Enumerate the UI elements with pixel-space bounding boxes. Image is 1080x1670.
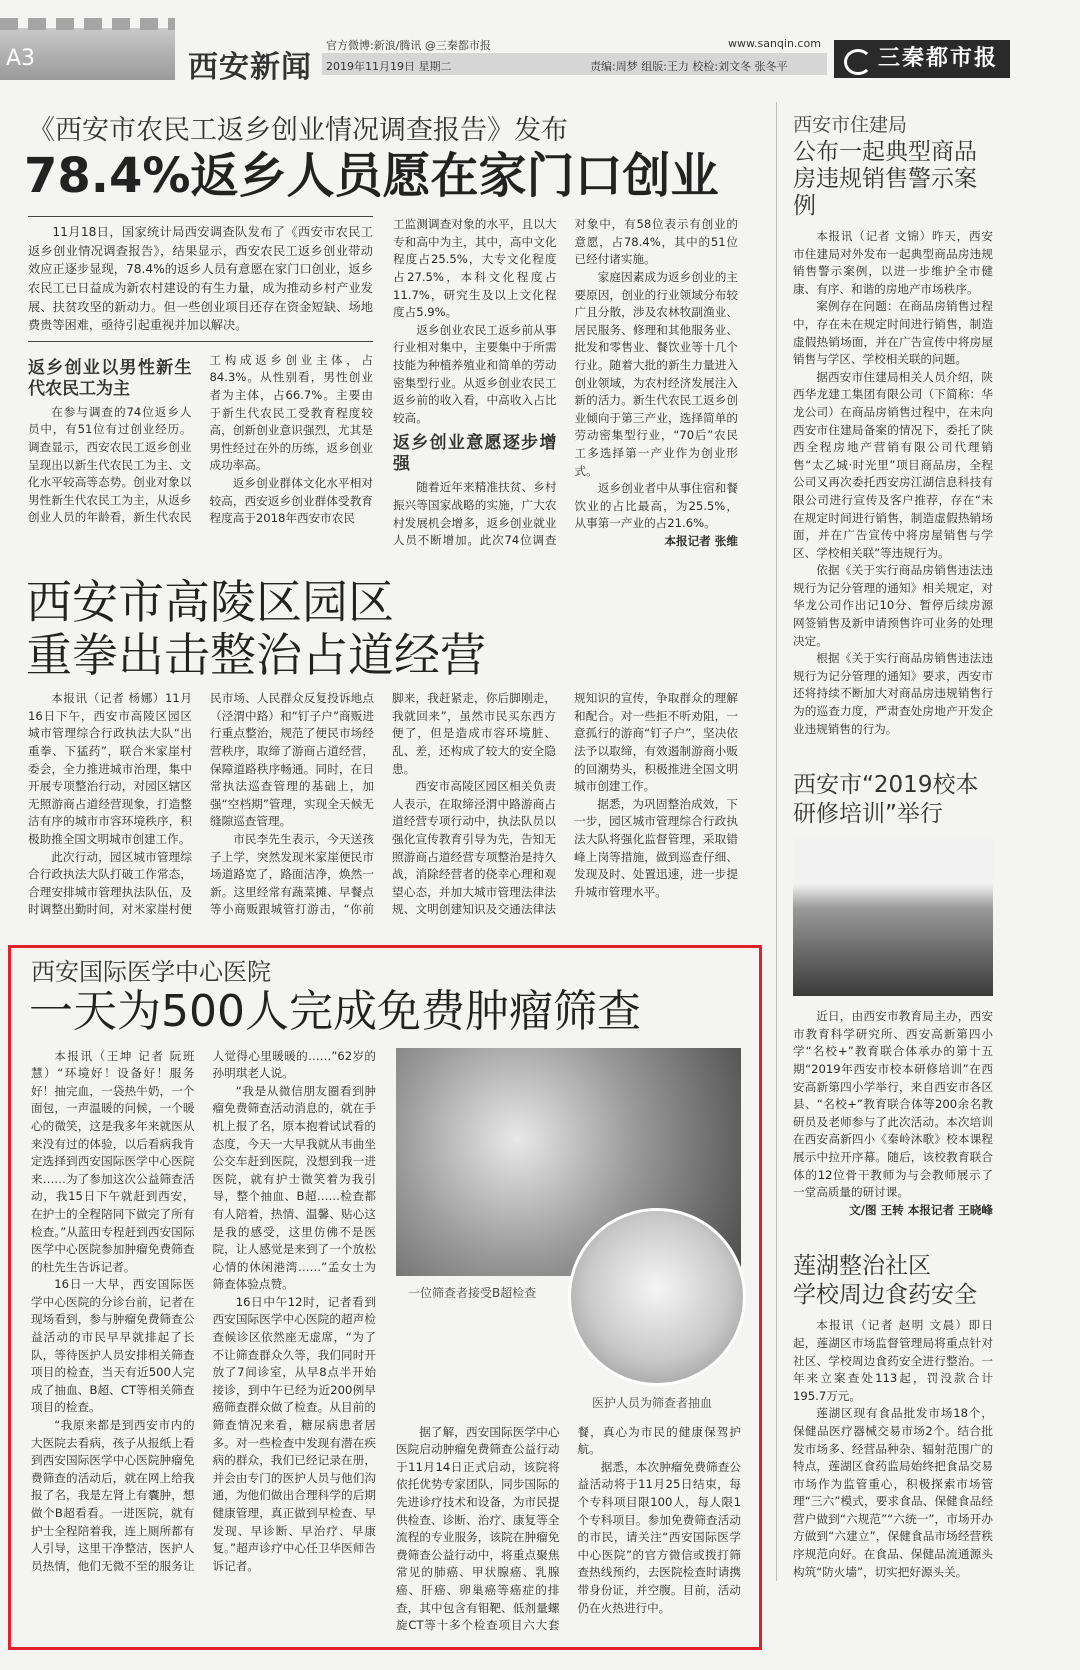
article3-kicker: 西安国际医学中心医院: [31, 957, 271, 986]
paragraph: 根据《关于实行商品房销售违法违规行为记分管理的通知》要求，西安市还将持续不断加大对商品房违规销售行为的巡查力度，严肃查处房地产开发企业违规销售的行为。: [793, 651, 993, 736]
article1-headline: 78.4%返乡人员愿在家门口创业: [24, 148, 719, 204]
article2-headline-line1: 西安市高陵区园区: [26, 575, 394, 630]
sidebar: [776, 102, 993, 1581]
paragraph: 家庭因素成为返乡创业的主要原因，创业的行业领域分布较广且分散，涉及农林牧副渔业、居民服务、修理和其他服务业、批发和零售业、餐饮业等十几个行业。随着大批的新生力量进入创业领域，为农村经济发展注入新的活力。新生代农民工返乡创业倾向于第三产业，选择简单的劳动密集型行业，“70后”农民工多选择第一产业作为创业形式。: [574, 269, 738, 478]
paragraph: 西安市高陵区园区相关负责人表示，在取缔泾渭中路游商占道经营专项行动中，执法队员以强化宣传教育引导为先，告知无照游商占道经营专项整治是持久战，消除经营者的侥幸心理和观望心态，并加大城市管理法律法规、文明创建知识及交通法律法规知识的宣传，争取群众的理解和配合。对一些拒不听劝阻，一意孤行的游商“钉子户”，坚决依法予以取缔，有效遏制游商小贩的回潮势头，积极推进全国文明城市创建工作。: [392, 691, 738, 917]
paragraph: “我是从微信朋友圈看到肿瘤免费筛查活动消息的，就在手机上报了名，原本抱着试试看的态度，今天一大早我就从韦曲坐公交车赶到医院，没想到我一进医院，就有护士微笑着为我引导，整个抽血、B超……检查都有人陪着，热情、温馨、贴心这是我的感受，这里仿佛不是医院，让人感觉是来到了一个放松心情的休闲港湾……”孟女士为筛查体验点赞。: [212, 1083, 376, 1292]
main-column: [8, 102, 772, 1650]
page-body: [0, 96, 1080, 1670]
paragraph: 莲湖区现有食品批发市场18个，保健品医疗器械交易市场2个。结合批发市场多、经营品种杂、辐射范围广的特点，莲湖区食药监局始终把食品交易市场作为监管重心，积极探索市场管理“三六”模式，要求食品、保健食品经营户做到“六规范”“六统一”，市场开办方做到“六建立”，保健食品市场经营秩序规范向好。在食品、保健品流通源头构筑“防火墙”，切实把好源头关。: [793, 1406, 993, 1579]
sidebar-story1-kicker: 西安市住建局: [793, 114, 908, 136]
paragraph: 据了解，西安国际医学中心医院启动肿瘤免费筛查公益行动于11月14日正式启动，该院将依托优势专家团队，同步国际的先进诊疗技术和设备，为市民提供检查、诊断、治疗、康复等全流程的专业服务，该院在肿瘤免费筛查公益行动中，将重点聚焦常见的肺癌、甲状腺癌、乳腺癌、肝癌、卵巢癌等癌症的排查，其中包含有钼靶、低剂量螺旋CT等十多个检查项目六大套餐，真心为市民的健康保驾护航。: [396, 1424, 741, 1633]
paragraph: 16日中午12时，记者看到西安国际医学中心医院的超声检查候诊区依然座无虚席，“为了不让筛查群众久等，我们同时开放了7间诊室，从早8点半开始接诊，到中午已经为近200例早癌筛查群众做了检查。从目前的筛查情况来看，糖尿病患者居多。对一些检查中发现有潜在疾病的群众，我们已经记录在册，并会由专门的医护人员与他们沟通，为他们做出合理科学的后期健康管理，真正做到早检查、早发现、早诊断、早治疗、早康复。”超声诊疗中心任卫华医师告诉记者。: [212, 1294, 376, 1573]
article1: [8, 108, 758, 550]
sidebar-story1-headline: 公布一起典型商品房违规销售警示案例: [793, 139, 977, 219]
paragraph: 返乡创业者中从事住宿和餐饮业的占比最高，为25.5%，从事第一产业的占21.6%。: [574, 481, 738, 531]
article1-left-half: [28, 216, 373, 528]
article1-kicker: 《西安市农民工返乡创业情况调查报告》发布: [28, 115, 568, 146]
paragraph: 在参与调查的74位返乡人员中，有51位有过创业经历。调查显示，西安农民工返乡创业呈现出以新生代农民工为主、文化水平较高等态势。创业对象以男性新生代农民工为主，从返乡创业人员的年龄看，新生代农民工构成返乡创业主体，占84.3%。从性别看，男性创业者为主体，占66.7%。主要由于新生代农民工受教育程度较高，创新创业意识强烈，尤其是男性经过在外的历练，返乡创业成功率高。: [28, 352, 373, 525]
paragraph: 据西安市住建局相关人员介绍，陕西华龙建工集团有限公司（下简称：华龙公司）在商品房销售过程中，在未向西安市住建局备案的情况下，委托了陕西全程房地产营销有限公司代理销售“太乙城·时光里”项目商品房，全程公司又再次委托西安房江湖信息科技有限公司进行宣传及客户推荐，存在“未在规定时间进行销售，制造虚假热销场面，并在广告宣传中将房屋销售与学区、学校相关联”等违规行为。: [793, 369, 993, 560]
article3-body-right: [396, 1424, 741, 1635]
sidebar-story1: [793, 110, 993, 738]
subheading: 返乡创业以男性新生代农民工为主: [28, 357, 192, 399]
paragraph: 案例存在问题：在商品房销售过程中，存在未在规定时间进行销售，制造虚假热销场面，并在广告宣传中将房屋销售与学区、学校相关联的问题。: [793, 299, 993, 367]
section-title: 西安新闻: [188, 50, 312, 85]
article2: [8, 576, 758, 919]
paragraph: 依据《关于实行商品房销售违法违规行为记分管理的通知》相关规定，对华龙公司作出记10分、暂停后续房源网签销售及新申请预售许可业务的处理决定。: [793, 563, 993, 648]
paragraph: 返乡创业群体文化水平相对较高，西安返乡创业群体受教育程度高于2018年西安市农民: [209, 475, 373, 526]
sidebar-story3: [793, 1253, 993, 1581]
article3-left-half: [31, 1048, 376, 1576]
article3-columns: [31, 1048, 739, 1635]
article3-photos: [396, 1048, 741, 1418]
article3-body-left: [31, 1048, 376, 1576]
editor-credits: 责编:周梦 组版:王力 校检:刘文冬 张冬平: [590, 60, 788, 73]
sidebar-story2: [793, 772, 993, 1219]
sidebar-story3-headline-line2: 学校周边食药安全: [793, 1282, 977, 1309]
training-event-photo: [793, 836, 993, 996]
article1-body-right: [393, 216, 738, 550]
paragraph: “我原来都是到西安市内的大医院去看病，孩子从报纸上看到西安国际医学中心医院肿瘤免费筛查的活动后，就在网上给我报了名，我是左肾上有囊肿，想做个B超看看。一进医院，就有护士全程陪着我，连上厕所都有人引导，这里干净整洁，医护人员热情，他们无微不至的服务让人觉得心里暖暖的……”62岁的孙明琪老人说。: [31, 1048, 376, 1573]
article2-body: [28, 690, 738, 919]
sidebar-story2-headline-line2: 研修培训”举行: [793, 801, 943, 828]
article1-right-half: [393, 216, 738, 550]
paragraph: 市民李先生表示，今天送孩子上学，突然发现米家崖便民市场道路宽了，路面洁净，焕然一新。这里经常有蔬菜摊、早餐点等小商贩跟城管打游击，“你前脚来，我赶紧走，你后脚刚走，我就回来”，虽然市民买东西方便了，但是造成市容环境脏、乱、差，还构成了较大的安全隐患。: [210, 691, 556, 917]
lead-paragraph: 11月18日，国家统计局西安调查队发布了《西安市农民工返乡创业情况调查报告》，结果显示，西安农民工返乡创业带动效应正逐步显现，78.4%的返乡人员有意愿在家门口创业，返乡农民工已日益成为新农村建设的有生力量，成为推动乡村产业发展、扶贫攻坚的新动力。但一些创业项目还存在资金短缺、场地费贵等困难，亟待引起重视并加以解决。: [28, 225, 373, 333]
weibo-info: 官方微博:新浪/腾讯 @三秦都市报: [326, 39, 491, 52]
article3-right-half: [396, 1048, 741, 1635]
blood-draw-photo: [568, 1208, 746, 1386]
article1-body-left: [28, 352, 373, 528]
paragraph: 随着近年来精准扶贫、乡村振兴等国家战略的实施，广大农村发展机会增多，返乡创业就业人员不断增加。此次74位调查对象中，有58位表示有创业的意愿，占78.4%，其中的51位已经付诸实施。: [393, 217, 738, 548]
paragraph: 本报讯（王坤 记者 阮班慧）“环境好！设备好！服务好！抽完血，一袋热牛奶，一个面包，一声温暖的问候，一个暖心的微笑，这是我多年来就医从来没有过的体验，以后看病我肯定选择到西安国际医学中心医院来……为了参加这次公益筛查活动，我15日下午就赶到西安，在护士的全程陪同下做完了所有检查。”从蓝田专程赶到西安国际医学中心医院参加肿瘤免费筛查的杜先生告诉记者。: [31, 1048, 195, 1274]
highlight-box: [8, 945, 762, 1650]
paragraph: 工监测调查对象的水平，且以大专和高中为主，其中，高中文化程度占25.5%，大专文化程度占27.5%，本科文化程度占11.7%，研究生及以上文化程度占5.9%。: [393, 217, 557, 320]
sidebar-story2-body: [793, 1008, 993, 1219]
paragraph: 返乡创业农民工返乡前从事行业相对集中，主要集中于所需技能为种植养殖业和简单的劳动密集型行业。从返乡创业农民工返乡前的收入看，中高收入占比较高。: [393, 322, 557, 425]
sidebar-story1-body: [793, 228, 993, 738]
article1-columns: [28, 216, 738, 550]
photo-caption-blood-draw: 医护人员为筛查者抽血: [592, 1395, 713, 1410]
issue-date: 2019年11月19日 星期二: [326, 60, 452, 73]
byline: 本报记者 张维: [664, 533, 738, 548]
paragraph: 据悉，本次肿瘤免费筛查公益活动将于11月25日结束，每个专科项目限100人，每人限1个专科项目。参加免费筛查活动的市民，请关注“西安国际医学中心医院”的官方微信或拨打筛查热线预约，去医院检查时请携带身份证，并空腹。目前，活动仍在火热进行中。: [577, 1459, 741, 1615]
paragraph: 本报讯（记者 赵明 文晨）即日起，莲湖区市场监督管理局将重点针对社区、学校周边食药安全进行整治。一年来立案查处113起，罚没款合计195.7万元。: [793, 1318, 993, 1403]
page-header: [0, 0, 1080, 96]
paragraph: 此次行动，园区城市管理综合行政执法大队打破工作常态，合理安排城市管理执法队伍，及时调整出勤时间，对米家崖村便民市场、人民群众反复投诉地点（泾渭中路）和“钉子户”商贩进行重点整治，规范了便民市场经营秩序，取缔了游商占道经营，保障道路秩序畅通。同时，在日常执法巡查管理的基础上，加强“空档期”管理，实现全天候无缝隙巡查管理。: [28, 691, 374, 917]
photo-caption-ultrasound: 一位筛查者接受B超检查: [408, 1285, 537, 1300]
article1-lead: [28, 216, 373, 342]
sidebar-story2-headline-line1: 西安市“2019校本: [793, 772, 979, 799]
article3-headline: 一天为500人完成免费肿瘤筛查: [29, 985, 641, 1037]
paragraph: 据悉，为巩固整治成效，下一步，园区城市管理综合行政执法大队将强化监督管理，采取错峰上岗等措施，做到巡查仔细、发现及时、处置迅速，进一步提升城市管理水平。: [574, 796, 738, 899]
sidebar-story3-headline-line1: 莲湖整治社区: [793, 1253, 931, 1280]
newspaper-logo: 三秦都市报: [834, 40, 1010, 78]
sidebar-story3-body: [793, 1317, 993, 1581]
subheading: 返乡创业意愿逐步增强: [393, 433, 557, 475]
byline: 文/图 王转 本报记者 王晓峰: [849, 1202, 993, 1217]
page-number: A3: [6, 46, 36, 71]
website-link[interactable]: www.sanqin.com: [728, 37, 821, 50]
paragraph: 近日，由西安市教育局主办，西安市教育科学研究所、西安高新第四小学“名校+”教育联合体承办的第十五期“2019年西安市校本研修培训”在西安高新第四小学举行，来自西安市各区县、“名校+”教育联合体等200余名教研员及老师参与了此次活动。本次培训在西安高新四小《秦岭沐歌》校本课程展示中拉开序幕。随后，该校教育联合体的12位骨干教师为与会教师展示了一堂高质量的研讨课。: [793, 1009, 993, 1200]
paragraph: 本报讯（记者 杨娜）11月16日下午，西安市高陵区园区城市管理综合行政执法大队“出重拳、下猛药”，联合米家崖村委会，全力推进城市治理，集中开展专项整治行动，对园区辖区无照游商占道经营现象，打造整洁有序的城市市容环境秩序，积极助推全国文明城市创建工作。: [28, 691, 192, 846]
paragraph: 16日一大早，西安国际医学中心医院的分诊台前，记者在现场看到，参与肿瘤免费筛查公益活动的市民早早就排起了长队，等待医护人员安排相关筛查项目的检查，当天有近500人完成了抽血、B超、CT等相关筛查项目的检查。: [31, 1277, 195, 1415]
article3: [8, 945, 758, 1650]
paragraph: 本报讯（记者 文锦）昨天，西安市住建局对外发布一起典型商品房违规销售警示案例，以进一步维护全市健康、有序、和谐的房地产市场秩序。: [793, 229, 993, 296]
article2-headline-line2: 重拳出击整治占道经营: [26, 628, 486, 683]
